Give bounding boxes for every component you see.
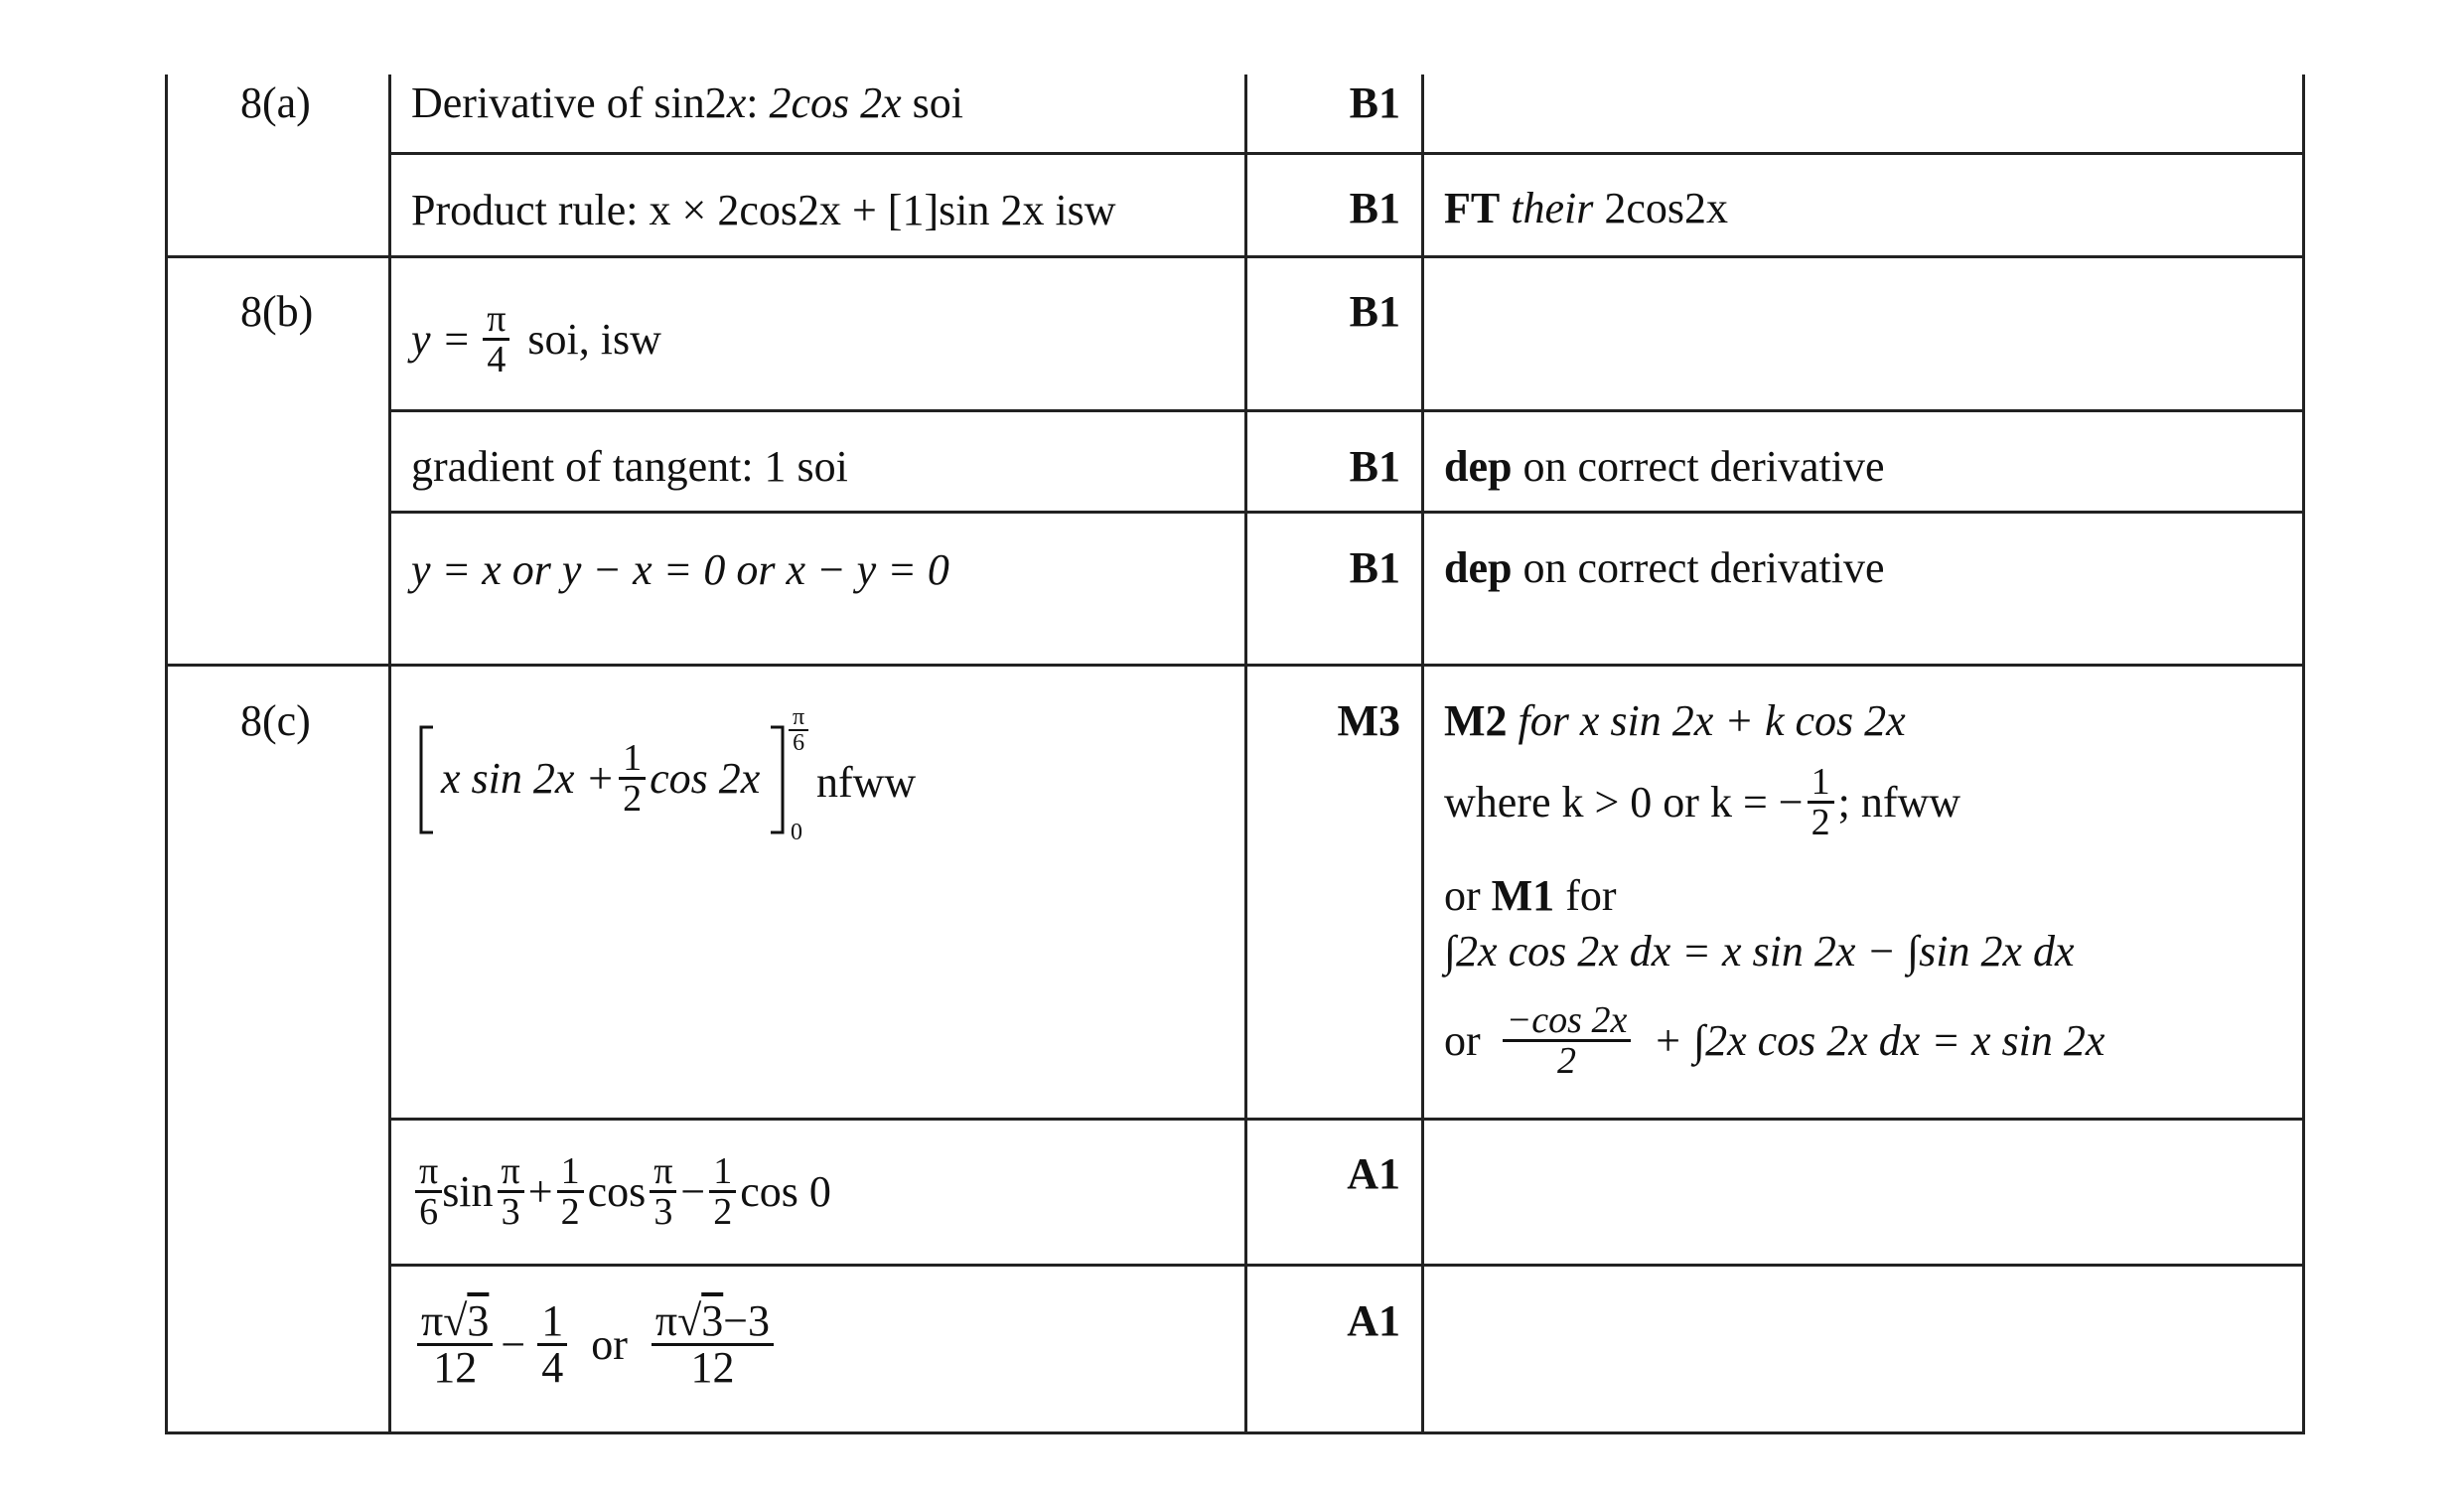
guidance-8b-3 bbox=[1444, 543, 1885, 592]
final-or: or bbox=[591, 1319, 628, 1369]
answer-8c-upper-limit bbox=[789, 705, 808, 755]
guidance-8b-3-bold: dep bbox=[1444, 543, 1513, 592]
mark-8a-2: B1 bbox=[1349, 184, 1400, 232]
final-frac1-num bbox=[417, 1296, 493, 1346]
answer-8a-colon: : bbox=[746, 78, 770, 127]
answer-8c-half-den: 2 bbox=[623, 778, 643, 820]
guidance-8c-m1: M1 bbox=[1491, 871, 1555, 920]
guidance-8c-cos-num: −cos 2x bbox=[1503, 1001, 1632, 1042]
answer-8a-product-rule: Product rule: x × 2cos2x + [1]sin 2x isw bbox=[411, 186, 1116, 234]
answer-8c-half bbox=[619, 739, 646, 818]
guidance-8c-m2: M2 bbox=[1444, 696, 1508, 745]
guidance-8c-cos-frac bbox=[1503, 1001, 1632, 1080]
guidance-8c-half bbox=[1808, 763, 1834, 841]
final-frac1-pi: π bbox=[421, 1296, 444, 1345]
term2-op: + bbox=[527, 1166, 553, 1216]
guidance-8c-nfww: ; nfww bbox=[1837, 777, 1961, 827]
answer-8c-upper-den: 6 bbox=[793, 730, 805, 756]
guidance-8c-line3 bbox=[1444, 871, 1617, 920]
answer-8b-frac-num: π bbox=[483, 300, 509, 341]
question-label-8b: 8(b) bbox=[240, 287, 314, 336]
table-border-right bbox=[2302, 75, 2305, 1434]
answer-8c-final bbox=[417, 1296, 778, 1392]
term5-frac bbox=[709, 1152, 736, 1231]
final-frac3-den: 12 bbox=[690, 1343, 735, 1392]
answer-8b-y-value bbox=[411, 300, 661, 378]
guidance-8c-line1 bbox=[1444, 696, 1906, 745]
guidance-8b-2-bold: dep bbox=[1444, 442, 1513, 491]
row-line-8b-sub2 bbox=[388, 511, 2305, 514]
answer-8a-expr: 2cos 2x bbox=[769, 78, 902, 127]
guidance-8c-half-num: 1 bbox=[1808, 763, 1834, 804]
guidance-8b-2 bbox=[1444, 442, 1885, 491]
right-square-bracket-icon bbox=[767, 725, 787, 834]
sqrt-icon: √ bbox=[443, 1296, 468, 1345]
guidance-8a-ft-italic: their bbox=[1500, 184, 1594, 232]
final-frac3 bbox=[652, 1296, 774, 1392]
row-line-8b-top bbox=[165, 255, 2305, 258]
term4-num: π bbox=[650, 1152, 676, 1193]
final-frac3-root: 3 bbox=[701, 1296, 724, 1345]
term1-fn: sin bbox=[442, 1166, 494, 1216]
term4-frac bbox=[650, 1152, 676, 1231]
guidance-8b-2-rest: on correct derivative bbox=[1512, 442, 1885, 491]
mark-8c-3: A1 bbox=[1347, 1296, 1400, 1345]
answer-8b-frac-den: 4 bbox=[487, 339, 507, 380]
term4-den: 3 bbox=[653, 1191, 673, 1233]
final-frac3-pi: π bbox=[654, 1296, 678, 1345]
term5-den: 2 bbox=[713, 1191, 733, 1233]
answer-8b-lhs: y = bbox=[411, 314, 472, 364]
answer-8b-fraction bbox=[483, 300, 509, 378]
term3-frac bbox=[557, 1152, 584, 1231]
final-frac2 bbox=[537, 1296, 567, 1392]
question-label-8a: 8(a) bbox=[240, 78, 311, 127]
sqrt-icon: √ bbox=[677, 1296, 702, 1345]
term3-den: 2 bbox=[560, 1191, 580, 1233]
term1-frac bbox=[415, 1152, 442, 1231]
term4-op: − bbox=[680, 1166, 706, 1216]
left-square-bracket-icon bbox=[417, 725, 437, 834]
term2-frac bbox=[498, 1152, 524, 1231]
final-frac3-tail: −3 bbox=[723, 1296, 771, 1345]
row-line-8c-top bbox=[165, 664, 2305, 667]
answer-8c-half-num: 1 bbox=[619, 739, 646, 780]
final-frac2-den: 4 bbox=[541, 1343, 564, 1392]
final-frac2-num: 1 bbox=[537, 1299, 567, 1346]
final-frac1-den: 12 bbox=[433, 1343, 478, 1392]
row-line-8c-sub1 bbox=[388, 1118, 2305, 1121]
final-minus: − bbox=[501, 1319, 526, 1369]
guidance-8c-line5 bbox=[1444, 1001, 2104, 1080]
guidance-8c-m2-rest: for x sin 2x + k cos 2x bbox=[1507, 696, 1906, 745]
term5-fn: cos 0 bbox=[740, 1166, 831, 1216]
guidance-8c-line5-rest: + ∫2x cos 2x dx = x sin 2x bbox=[1653, 1015, 2105, 1065]
mark-8c-2: A1 bbox=[1347, 1149, 1400, 1198]
col-divider-question bbox=[388, 75, 391, 1434]
guidance-8c-half-den: 2 bbox=[1811, 802, 1830, 843]
final-frac1 bbox=[417, 1296, 493, 1392]
answer-8b-rest: soi, isw bbox=[527, 314, 661, 364]
term3-fn: cos bbox=[587, 1166, 647, 1216]
answer-8b-tangent-equation: y = x or y − x = 0 or x − y = 0 bbox=[411, 545, 949, 594]
answer-8a-derivative bbox=[411, 78, 964, 127]
guidance-8a-ft bbox=[1444, 184, 1728, 232]
answer-8c-integrand-right: cos 2x bbox=[650, 753, 761, 803]
mark-8b-3: B1 bbox=[1349, 543, 1400, 592]
guidance-8c-or2: or bbox=[1444, 1015, 1481, 1065]
col-divider-marks bbox=[1421, 75, 1424, 1434]
guidance-8c-line4: ∫2x cos 2x dx = x sin 2x − ∫sin 2x dx bbox=[1444, 927, 2075, 976]
answer-8c-substitution bbox=[415, 1152, 831, 1231]
guidance-8c-or: or bbox=[1444, 871, 1492, 920]
term5-num: 1 bbox=[709, 1152, 736, 1193]
answer-8b-gradient: gradient of tangent: 1 soi bbox=[411, 442, 848, 491]
col-divider-answer bbox=[1244, 75, 1247, 1434]
final-frac3-num bbox=[652, 1296, 774, 1346]
guidance-8c-cos-den: 2 bbox=[1556, 1040, 1576, 1082]
answer-8c-integrand-left: x sin 2x + bbox=[441, 753, 616, 803]
table-border-left bbox=[165, 75, 168, 1434]
mark-8a-1: B1 bbox=[1349, 78, 1400, 127]
guidance-8c-where: where k > 0 or k = − bbox=[1444, 777, 1804, 827]
guidance-8b-3-rest: on correct derivative bbox=[1512, 543, 1885, 592]
term2-den: 3 bbox=[501, 1191, 520, 1233]
term1-num: π bbox=[415, 1152, 442, 1193]
mark-8b-1: B1 bbox=[1349, 287, 1400, 336]
guidance-8c-for: for bbox=[1554, 871, 1617, 920]
term2-num: π bbox=[498, 1152, 524, 1193]
guidance-8c-line2 bbox=[1444, 763, 1960, 841]
row-line-8c-sub2 bbox=[388, 1264, 2305, 1267]
row-line-8b-sub1 bbox=[388, 409, 2305, 412]
answer-8c-integrand bbox=[441, 739, 760, 818]
answer-8a-prefix: Derivative of sin2 bbox=[411, 78, 727, 127]
answer-8c-suffix: nfww bbox=[816, 758, 917, 807]
answer-8c-lower-limit: 0 bbox=[791, 820, 802, 845]
guidance-8a-ft-rest: 2cos2x bbox=[1593, 184, 1728, 232]
term1-den: 6 bbox=[419, 1191, 439, 1233]
row-line-8a-sub bbox=[388, 152, 2305, 155]
question-label-8c: 8(c) bbox=[240, 696, 311, 745]
answer-8a-var: x bbox=[726, 78, 747, 127]
guidance-8a-ft-bold: FT bbox=[1444, 184, 1501, 232]
term3-num: 1 bbox=[557, 1152, 584, 1193]
answer-8a-suffix: soi bbox=[901, 78, 964, 127]
table-border-bottom bbox=[165, 1431, 2305, 1434]
mark-8b-2: B1 bbox=[1349, 442, 1400, 491]
answer-8c-upper-num: π bbox=[789, 705, 808, 731]
mark-8c-1: M3 bbox=[1337, 696, 1400, 745]
final-frac1-root: 3 bbox=[467, 1296, 490, 1345]
